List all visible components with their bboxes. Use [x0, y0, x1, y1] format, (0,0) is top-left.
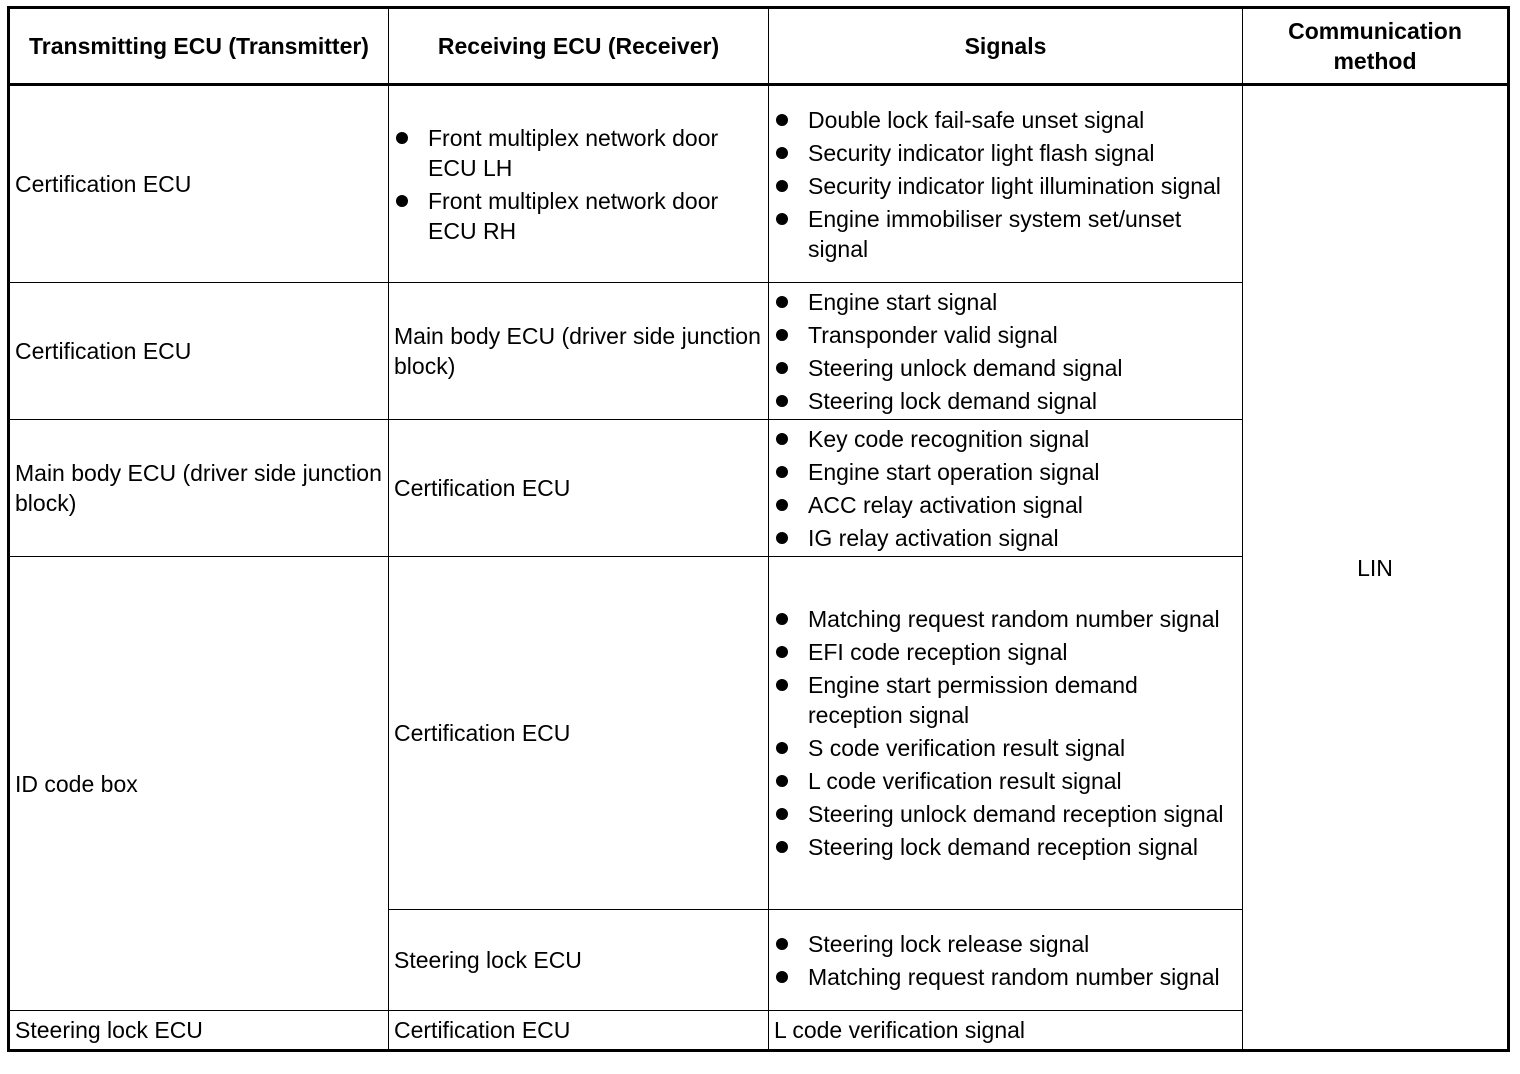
signal-item: Matching request random number signal: [774, 962, 1237, 992]
signals-cell: [769, 283, 1243, 420]
signal-item: Steering unlock demand signal: [774, 353, 1237, 383]
receiver-cell: Steering lock ECU: [389, 910, 769, 1011]
signal-list: [774, 604, 1237, 862]
signal-list: [774, 424, 1237, 553]
transmitter-cell: Main body ECU (driver side junction block): [9, 420, 389, 557]
transmitter-cell: Steering lock ECU: [9, 1011, 389, 1051]
signal-item: EFI code reception signal: [774, 637, 1237, 667]
transmitter-cell: Certification ECU: [9, 85, 389, 283]
signal-item: Security indicator light illumination signal: [774, 171, 1237, 201]
header-transmitting-ecu: Transmitting ECU (Transmitter): [9, 8, 389, 85]
communication-table-page: [7, 6, 1507, 1052]
signal-item: Engine start permission demand reception signal: [774, 670, 1237, 730]
communication-method-cell: LIN: [1243, 85, 1509, 1051]
receiver-list: [394, 123, 763, 246]
signal-list: [774, 929, 1237, 992]
transmitter-cell: ID code box: [9, 557, 389, 1011]
header-signals: Signals: [769, 8, 1243, 85]
signal-item: ACC relay activation signal: [774, 490, 1237, 520]
signal-item: Engine start signal: [774, 287, 1237, 317]
communication-table: [7, 6, 1510, 1052]
table-header-row: [9, 8, 1509, 85]
receiver-cell: Certification ECU: [389, 1011, 769, 1051]
signal-item: Security indicator light flash signal: [774, 138, 1237, 168]
signal-item: IG relay activation signal: [774, 523, 1237, 553]
signals-cell: [769, 557, 1243, 910]
signal-item: Steering unlock demand reception signal: [774, 799, 1237, 829]
signal-item: Key code recognition signal: [774, 424, 1237, 454]
receiver-cell: Main body ECU (driver side junction block): [389, 283, 769, 420]
receiver-item: Front multiplex network door ECU LH: [394, 123, 763, 183]
signals-cell: [769, 910, 1243, 1011]
signal-item: Engine immobiliser system set/unset signal: [774, 204, 1237, 264]
signal-item: Steering lock demand signal: [774, 386, 1237, 416]
table-row: [9, 85, 1509, 283]
receiver-cell: [389, 85, 769, 283]
signal-item: S code verification result signal: [774, 733, 1237, 763]
signal-item: Double lock fail-safe unset signal: [774, 105, 1237, 135]
signal-item: Steering lock demand reception signal: [774, 832, 1237, 862]
signals-cell: [769, 85, 1243, 283]
signal-item: Transponder valid signal: [774, 320, 1237, 350]
signals-cell: L code verification signal: [769, 1011, 1243, 1051]
receiver-cell: Certification ECU: [389, 420, 769, 557]
signal-list: [774, 105, 1237, 264]
receiver-item: Front multiplex network door ECU RH: [394, 186, 763, 246]
signal-item: Steering lock release signal: [774, 929, 1237, 959]
signals-cell: [769, 420, 1243, 557]
signal-item: Matching request random number signal: [774, 604, 1237, 634]
header-receiving-ecu: Receiving ECU (Receiver): [389, 8, 769, 85]
signal-item: L code verification result signal: [774, 766, 1237, 796]
signal-item: Engine start operation signal: [774, 457, 1237, 487]
receiver-cell: Certification ECU: [389, 557, 769, 910]
transmitter-cell: Certification ECU: [9, 283, 389, 420]
header-communication-method: Communication method: [1243, 8, 1509, 85]
signal-list: [774, 287, 1237, 416]
